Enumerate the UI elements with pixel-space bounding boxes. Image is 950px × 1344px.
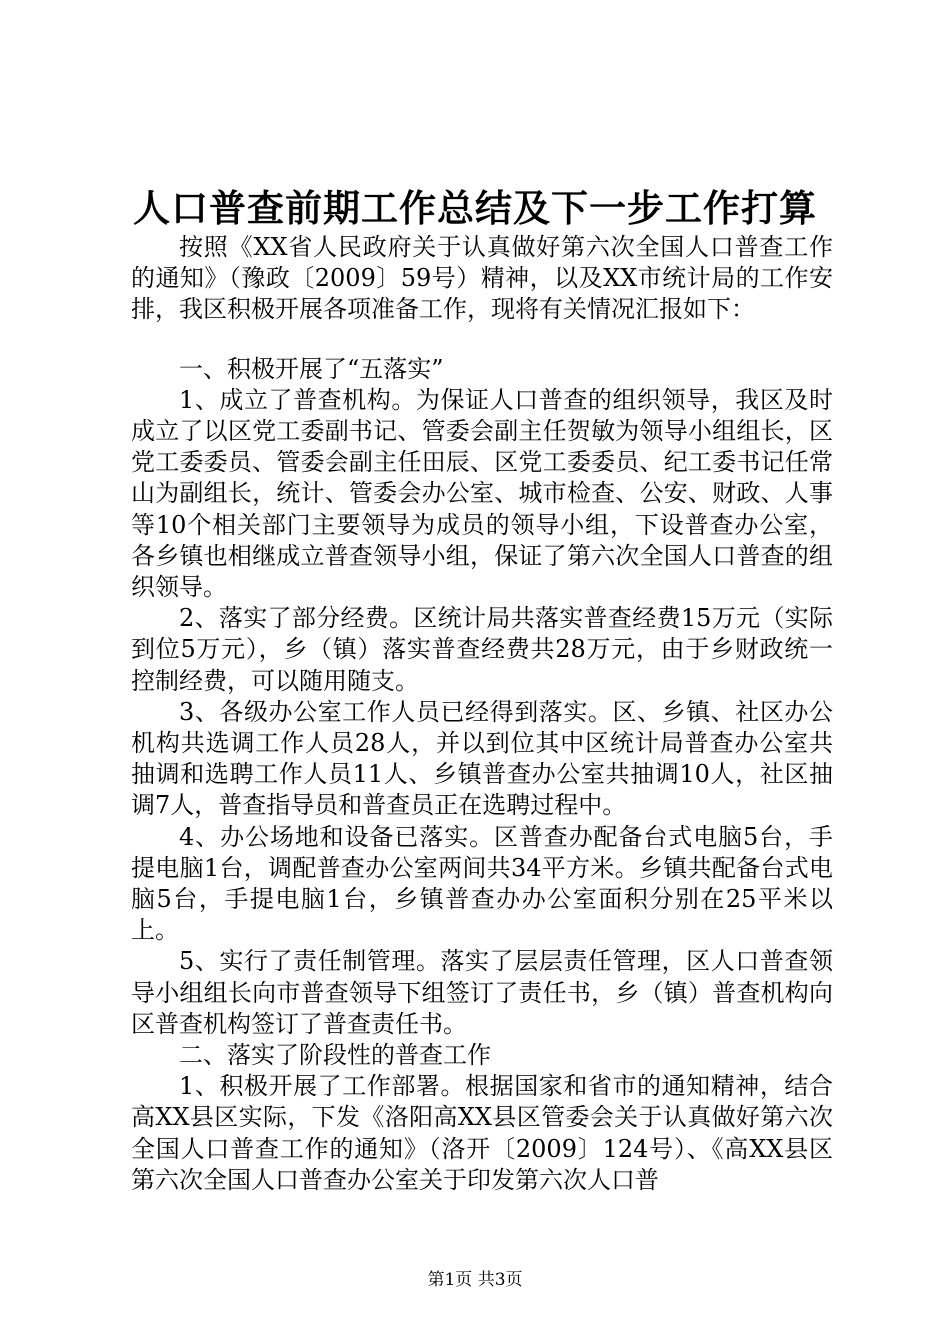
paragraph-6: 1、积极开展了工作部署。根据国家和省市的通知精神，结合高XX县区实际，下发《洛阳高XX县区管委会关于认真做好第六次全国人口普查工作的通知》（洛开〔2009〕124号）、《高XX县区第六次全国人口普查办公室关于印发第六次人口普 [131, 1072, 833, 1194]
paragraph-2: 2、落实了部分经费。区统计局共落实普查经费15万元（实际到位5万元），乡（镇）落实普查经费共28万元，由于乡财政统一控制经费，可以随用随支。 [131, 604, 833, 695]
paragraph-3: 3、各级办公室工作人员已经得到落实。区、乡镇、社区办公机构共选调工作人员28人，并以到位其中区统计局普查办公室共抽调和选聘工作人员11人、乡镇普查办公室共抽调10人，社区抽调7人，普查指导员和普查员正在选聘过程中。 [131, 697, 833, 820]
document-title: 人口普查前期工作总结及下一步工作打算 [133, 186, 817, 230]
document-body [131, 232, 833, 1196]
page-footer: 第1页 共3页 [427, 1270, 523, 1290]
paragraph-1: 1、成立了普查机构。为保证人口普查的组织领导，我区及时成立了以区党工委副书记、管委会副主任贺敏为领导小组组长，区党工委委员、管委会副主任田辰、区党工委委员、纪工委书记任常山为副组长，统计、管委会办公室、城市检查、公安、财政、人事等10个相关部门主要领导为成员的领导小组，下设普查办公室，各乡镇也相继成立普查领导小组，保证了第六次全国人口普查的组织领导。 [131, 385, 833, 602]
paragraph-5: 5、实行了责任制管理。落实了层层责任管理，区人口普查领导小组组长向市普查领导下组签订了责任书，乡（镇）普查机构向区普查机构签订了普查责任书。 [131, 947, 833, 1038]
section-heading-2: 二、落实了阶段性的普查工作 [179, 1041, 491, 1070]
intro-paragraph: 按照《XX省人民政府关于认真做好第六次全国人口普查工作的通知》（豫政〔2009〕59号）精神，以及XX市统计局的工作安排，我区积极开展各项准备工作，现将有关情况汇报如下： [131, 233, 833, 324]
section-heading-1: 一、积极开展了“五落实” [179, 354, 444, 383]
paragraph-4: 4、办公场地和设备已落实。区普查办配备台式电脑5台，手提电脑1台，调配普查办公室两间共34平方米。乡镇共配备台式电脑5台，手提电脑1台，乡镇普查办办公室面积分别在25平米以上。 [131, 822, 833, 945]
